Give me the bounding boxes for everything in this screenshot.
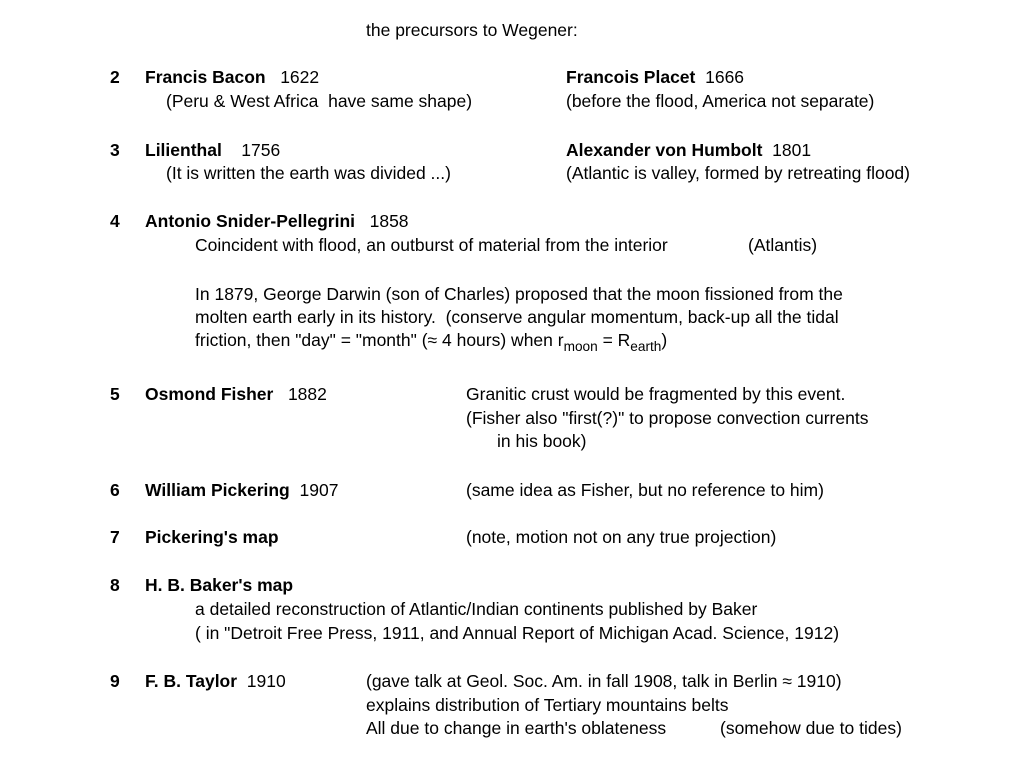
person-name: H. B. Baker's map [145, 575, 294, 595]
entry-aside: (somehow due to tides) [720, 718, 902, 738]
entry-heading [145, 139, 280, 162]
year: 1907 [299, 480, 339, 500]
entry-number: 2 [110, 67, 120, 87]
person-name: F. B. Taylor [145, 671, 238, 691]
entry-note: (Peru & West Africa have same shape) [166, 91, 473, 111]
entry-heading [145, 210, 409, 233]
entry-note: Coincident with flood, an outburst of material from the interior [195, 235, 668, 255]
person-name: Antonio Snider-Pellegrini [145, 211, 356, 231]
entry-note: (gave talk at Geol. Soc. Am. in fall 1908, talk in Berlin ≈ 1910) [366, 671, 842, 691]
person-name: Francois Placet [566, 67, 696, 87]
paragraph-text: friction, then "day" = "month" (≈ 4 hours) when r [195, 330, 564, 350]
paragraph-line: In 1879, George Darwin (son of Charles) proposed that the moon fissioned from the [195, 284, 843, 304]
person-name: Lilienthal [145, 140, 222, 160]
entry-number: 6 [110, 480, 120, 500]
entry-note: (before the flood, America not separate) [566, 91, 875, 111]
person-name: William Pickering [145, 480, 290, 500]
year: 1858 [369, 211, 409, 231]
entry-heading [145, 383, 327, 406]
subscript: moon [563, 338, 598, 354]
person-name: Pickering's map [145, 527, 279, 547]
entry-note: (It is written the earth was divided ...) [166, 163, 451, 183]
entry-number: 8 [110, 575, 120, 595]
entry-heading [566, 66, 744, 89]
entry-heading [145, 670, 286, 693]
paragraph-text: ) [661, 330, 668, 350]
entry-note: a detailed reconstruction of Atlantic/Indian continents published by Baker [195, 599, 758, 619]
entry-note: in his book) [497, 431, 587, 451]
person-name: Osmond Fisher [145, 384, 274, 404]
entry-number: 9 [110, 671, 120, 691]
subscript: earth [630, 338, 662, 354]
entry-note: ( in "Detroit Free Press, 1911, and Annual Report of Michigan Acad. Science, 1912) [195, 623, 840, 643]
entry-note: (Atlantic is valley, formed by retreating flood) [566, 163, 910, 183]
person-name: Francis Bacon [145, 67, 266, 87]
page-title: the precursors to Wegener: [366, 20, 578, 40]
entry-number: 7 [110, 527, 120, 547]
year: 1666 [705, 67, 745, 87]
entry-number: 4 [110, 211, 120, 231]
year: 1622 [280, 67, 320, 87]
entry-number: 3 [110, 140, 120, 160]
entry-note: All due to change in earth's oblateness [366, 718, 667, 738]
year: 1756 [241, 140, 281, 160]
entry-note: Granitic crust would be fragmented by this event. [466, 384, 846, 404]
entry-number: 5 [110, 384, 120, 404]
entry-heading [145, 479, 338, 502]
entry-heading [145, 66, 319, 89]
paragraph-line [195, 329, 667, 352]
paragraph-line: molten earth early in its history. (conserve angular momentum, back-up all the tidal [195, 307, 839, 327]
entry-heading [566, 139, 811, 162]
year: 1882 [287, 384, 327, 404]
paragraph-text: = R [597, 330, 631, 350]
entry-note: (note, motion not on any true projection) [466, 527, 777, 547]
entry-note: explains distribution of Tertiary mountains belts [366, 695, 729, 715]
person-name: Alexander von Humbolt [566, 140, 763, 160]
entry-note: (same idea as Fisher, but no reference to him) [466, 480, 824, 500]
entry-note: (Fisher also "first(?)" to propose convection currents [466, 408, 869, 428]
year: 1801 [772, 140, 812, 160]
entry-aside: (Atlantis) [748, 235, 818, 255]
year: 1910 [246, 671, 286, 691]
